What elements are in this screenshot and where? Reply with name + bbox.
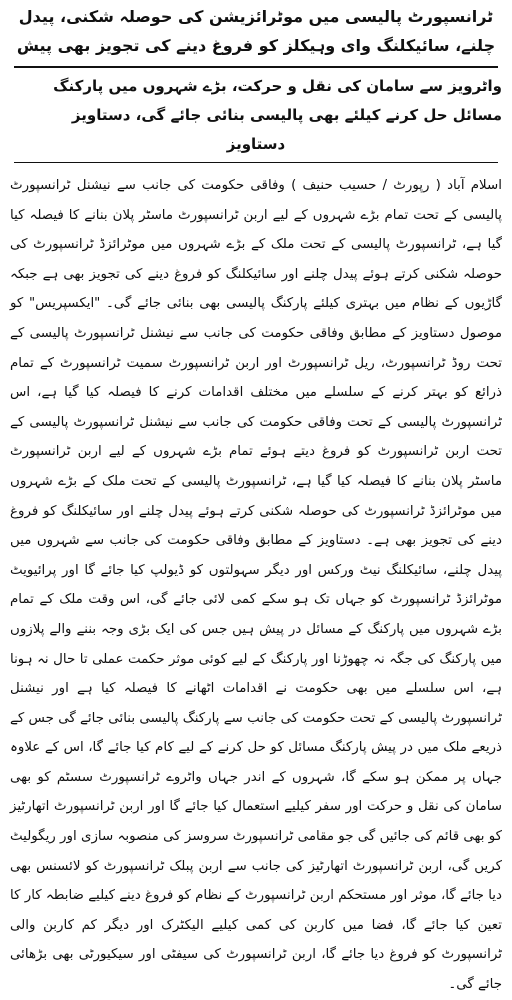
article-headline: ٹرانسپورٹ پالیسی میں موٹرائزیشن کی حوصلہ شکنی، پیدل چلنے، سائیکلنگ وای وہیکلز کو فروغ دینے کی تجویز بھی پیش — [16, 7, 496, 55]
article-subheadline: واٹرویز سے سامان کی نقل و حرکت، بڑے شہروں میں پارکنگ مسائل حل کرنے کیلئے بھی پالیسی بنائی جائے گی، دستاویز — [53, 77, 502, 124]
source-label: دستاویز — [226, 135, 286, 153]
subheadline-divider — [14, 162, 498, 163]
headline-divider — [14, 66, 498, 68]
article-body: اسلام آباد ( رپورٹ / حسیب حنیف ) وفاقی حکومت کی جانب سے نیشنل ٹرانسپورٹ پالیسی کے تحت تمام بڑے شہروں کے لیے اربن ٹرانسپورٹ ماسٹر پلان بنانے کا فیصلہ کیا گیا ہے، ٹرانسپورٹ پالیسی کے تحت ملک کے بڑے شہروں میں موٹرائزڈ ٹرانسپورٹ کی حوصلہ شکنی کرتے ہوئے پیدل چلنے اور سائیکلنگ کو فروغ دینے کی تجویز بھی ہے جبکہ گاڑیوں کے نظام میں بہتری کیلئے پارکنگ پالیسی بھی بنائی جائے گی۔ "ایکسپریس" کو موصول دستاویز کے مطابق وفاقی حکومت کی جانب سے نیشنل ٹرانسپورٹ پالیسی کے تحت روڈ ٹرانسپورٹ، ریل ٹرانسپورٹ اور اربن ٹرانسپورٹ سمیت ٹرانسپورٹ کے تمام ذرائع کو بہتر کرنے کے سلسلے میں مختلف اقدامات کرنے کا فیصلہ کیا گیا ہے، اس ٹرانسپورٹ پالیسی کے تحت وفاقی حکومت کی جانب سے نیشنل ٹرانسپورٹ پالیسی کے تحت اربن ٹرانسپورٹ کو فروغ دیتے ہوئے تمام بڑے شہروں کے لیے اربن ٹرانسپورٹ ماسٹر پلان بنانے کا فیصلہ کیا گیا ہے، ٹرانسپورٹ پالیسی کے تحت ملک کے بڑے شہروں میں موٹرائزڈ ٹرانسپورٹ کی حوصلہ شکنی کرتے ہوئے پیدل چلنے اور سائیکلنگ کو فروغ دینے کی تجویز بھی ہے۔ دستاویز کے مطابق وفاقی حکومت کی جانب سے شہروں میں پیدل چلنے، سائیکلنگ نیٹ ورکس اور دیگر سہولتوں کو ڈیولپ کیا جائے گا اور پرائیویٹ موٹرائزڈ ٹرانسپورٹ کو جہاں تک ہو سکے کمی لائی جائے گی، اس وقت ملک کے تمام بڑے شہروں میں پارکنگ کے مسائل در پیش ہیں جس کی ایک بڑی وجہ بننے والے پلازوں میں پارکنگ کی جگہ نہ چھوڑنا اور پارکنگ کے لیے کوئی موثر حکمت عملی تا حال نہ ہونا ہے، اس سلسلے میں بھی حکومت نے اقدامات اٹھانے کا فیصلہ کیا ہے اور نیشنل ٹرانسپورٹ پالیسی کے تحت حکومت کی جانب سے پارکنگ پالیسی بنائی جائے گی جس کے ذریعے ملک میں در پیش پارکنگ مسائل کو حل کرنے کے لیے کام کیا جائے گا، اس کے علاوہ جہاں پر ممکن ہو سکے گا، شہروں کے اندر جہاں واٹروے ٹرانسپورٹ سسٹم کو بھی سامان کی نقل و حرکت اور سفر کیلیے استعمال کیا جائے گا اور اربن ٹرانسپورٹ اتھارٹیز کو بھی قائم کی جائیں گی جو مقامی ٹرانسپورٹ سروسز کی منصوبہ سازی اور ریگولیٹ کریں گی، اربن ٹرانسپورٹ اتھارٹیز کی جانب سے اربن پبلک ٹرانسپورٹ کو لائسنس بھی دیا جائے گا، موثر اور مستحکم اربن ٹرانسپورٹ کے نظام کو فروغ دینے کیلیے ضابطہ کار کا تعین کیا جائے گا، فضا میں کاربن کی کمی کیلیے الیکٹرک اور دیگر کم کاربن والی ٹرانسپورٹ کو فروغ دیا جائے گا، اربن ٹرانسپورٹ کی سیفٹی اور سیکیورٹی بھی بڑھائی جائے گی۔ — [10, 178, 502, 993]
